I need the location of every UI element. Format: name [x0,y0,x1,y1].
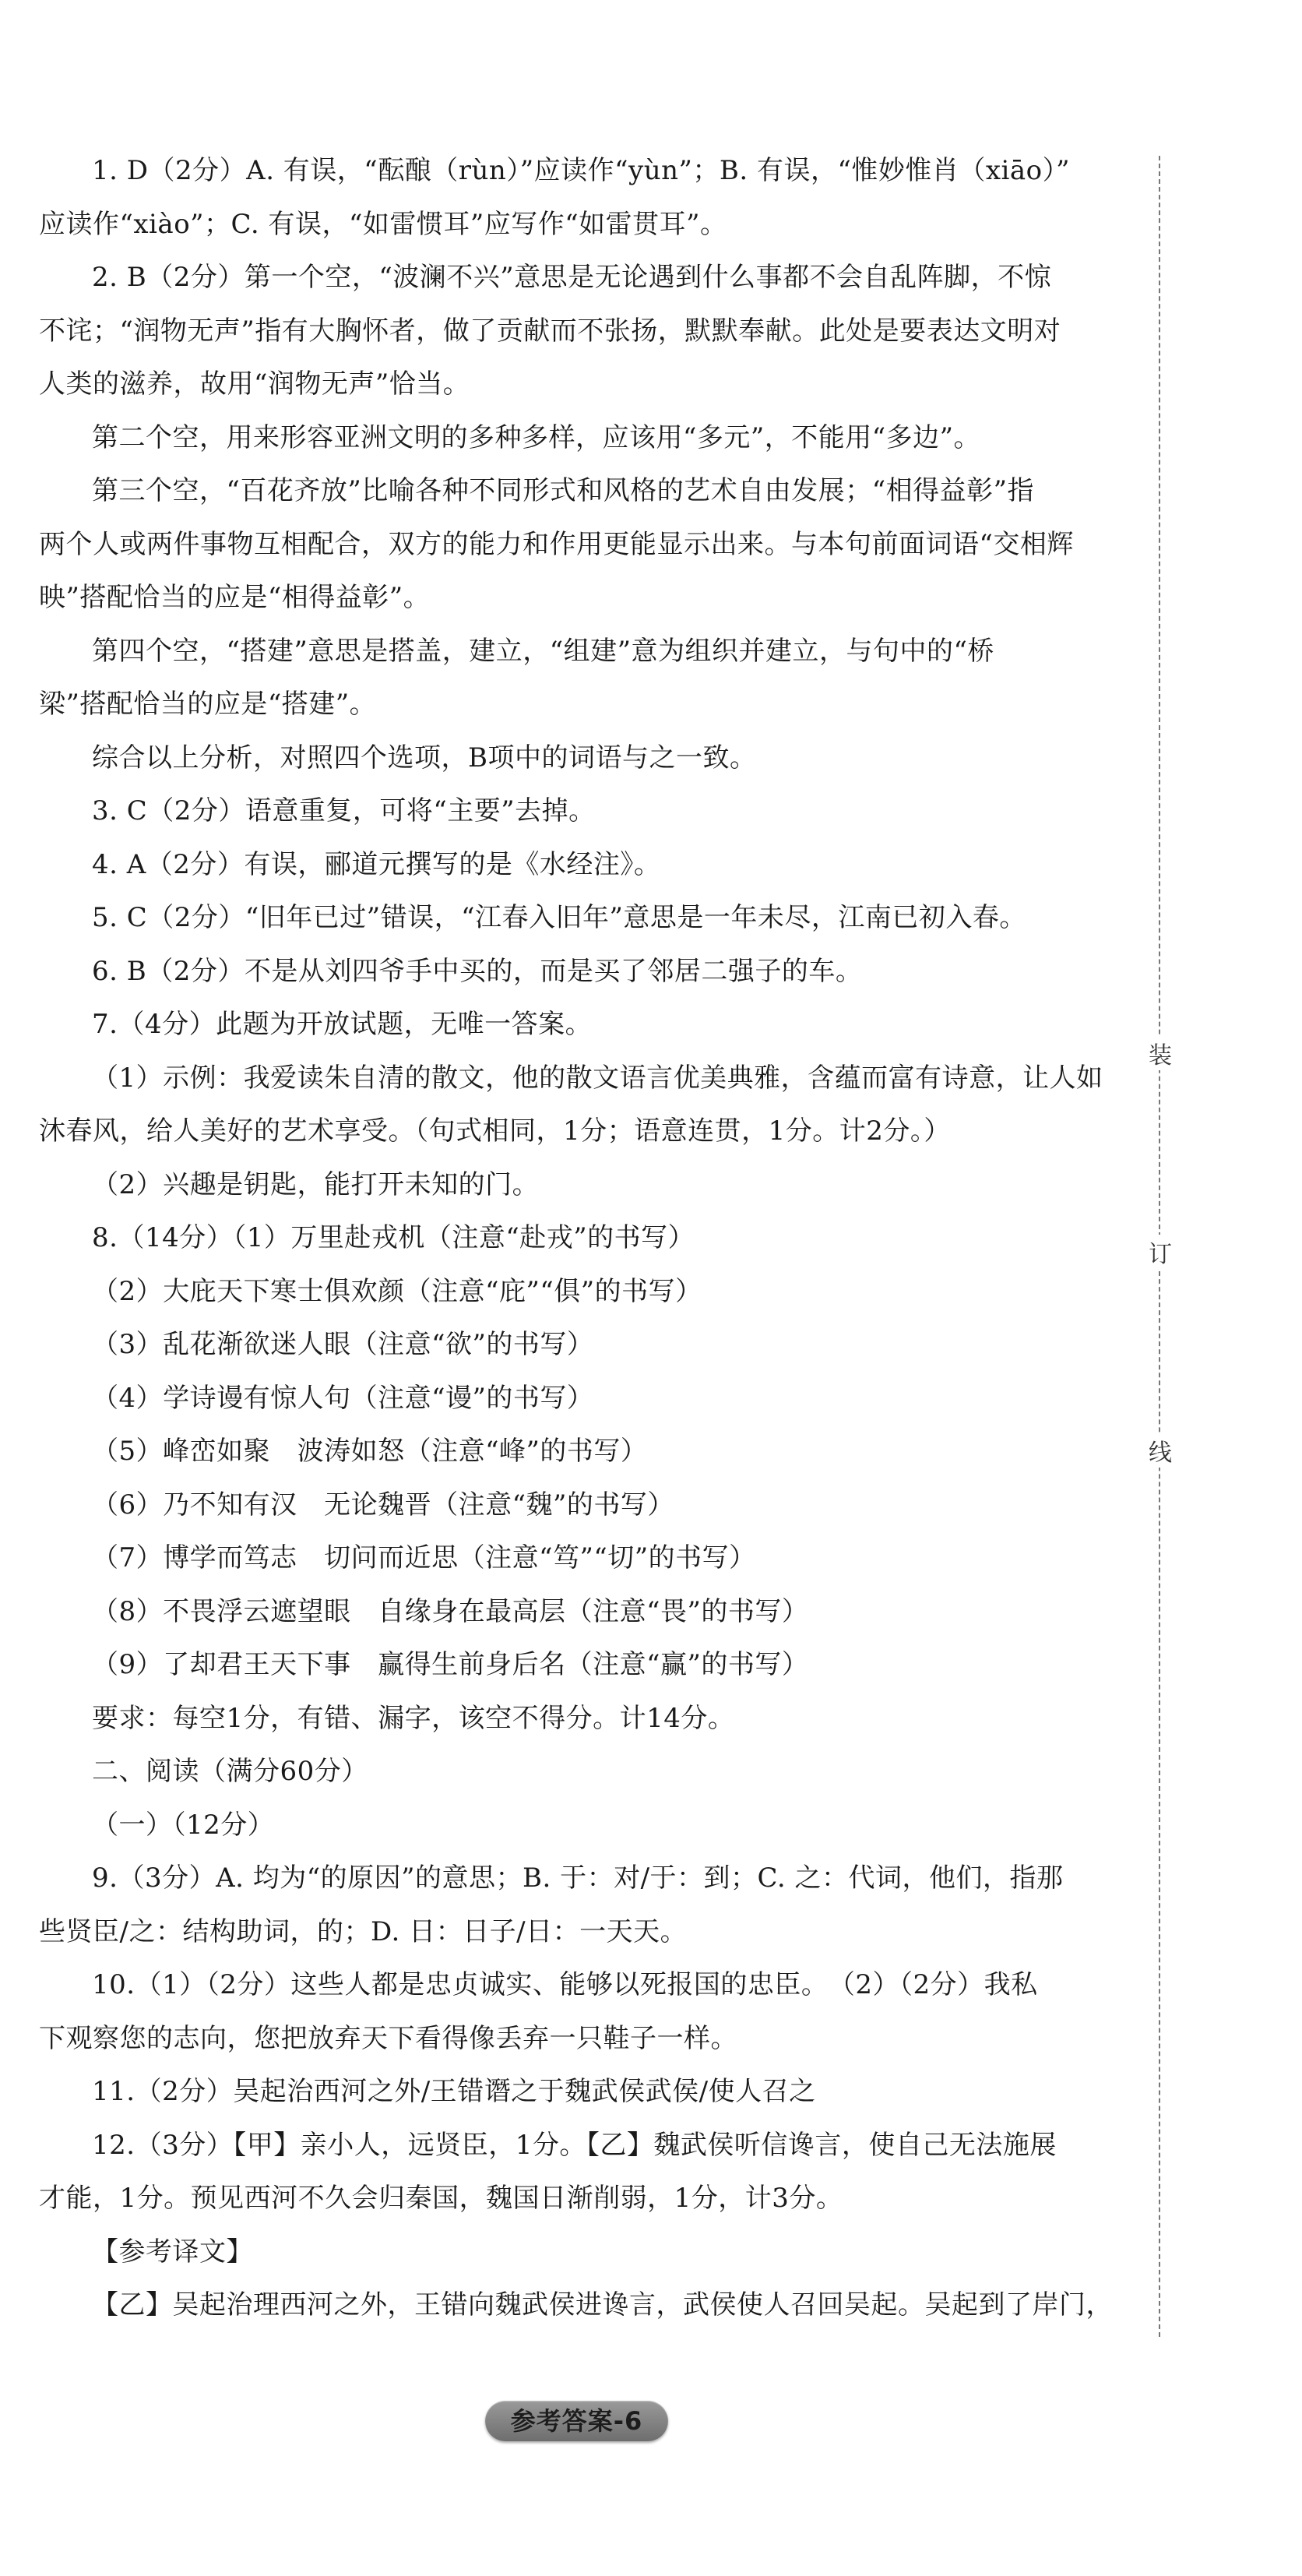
text-line: （6）乃不知有汉 无论魏晋（注意“魏”的书写） [92,1489,674,1521]
text-line: 二、阅读（满分60分） [92,1756,368,1787]
text-line: （一）（12分） [92,1809,275,1841]
text-line: 两个人或两件事物互相配合，双方的能力和作用更能显示出来。与本句前面词语“交相辉 [39,528,1074,560]
text-line: 综合以上分析，对照四个选项，B项中的词语与之一致。 [92,742,757,774]
text-line: 梁”搭配恰当的应是“搭建”。 [39,689,377,720]
text-line: 【参考译文】 [92,2236,253,2268]
text-line: 不诧；“润物无声”指有大胸怀者，做了贡献而不张扬，默默奉献。此处是要表达文明对 [39,315,1061,347]
text-line: 应读作“xiào”；C. 有误，“如雷惯耳”应写作“如雷贯耳”。 [39,208,727,240]
text-line: 第四个空，“搭建”意思是搭盖，建立，“组建”意为组织并建立，与句中的“桥 [92,635,994,667]
text-line: （8）不畏浮云遮望眼 自缘身在最高层（注意“畏”的书写） [92,1595,809,1627]
text-line: 2. B（2分）第一个空，“波澜不兴”意思是无论遇到什么事都不会自乱阵脚，不惊 [92,262,1052,293]
text-line: 12.（3分）【甲】亲小人，远贤臣，1分。【乙】魏武侯听信谗言，使自己无法施展 [92,2129,1057,2161]
text-line: 沐春风，给人美好的艺术享受。（句式相同，1分；语意连贯，1分。计2分。） [39,1115,951,1147]
text-line: 要求：每空1分，有错、漏字，该空不得分。计14分。 [92,1702,735,1734]
text-line: （3）乱花渐欲迷人眼（注意“欲”的书写） [92,1329,594,1360]
text-line: （1）示例：我爱读朱自清的散文，他的散文语言优美典雅，含蕴而富有诗意，让人如 [92,1062,1103,1094]
text-line: 3. C（2分）语意重复，可将“主要”去掉。 [92,795,596,826]
text-line: 第二个空，用来形容亚洲文明的多种多样，应该用“多元”，不能用“多边”。 [92,421,981,453]
text-line: 11.（2分）吴起治西河之外/王错谮之于魏武侯武侯/使人召之 [92,2076,816,2107]
answer-text [39,144,1129,2332]
text-line: 7.（4分）此题为开放试题，无唯一答案。 [92,1009,593,1040]
text-line: 9.（3分）A. 均为“的原因”的意思；B. 于：对/于：到；C. 之：代词，他们，指那 [92,1862,1064,1894]
text-line: 5. C（2分）“旧年已过”错误，“江春入旧年”意思是一年未尽，江南已初入春。 [92,902,1026,933]
binding-mark-xian: 线 [1145,1433,1176,1468]
text-line: 8.（14分）（1）万里赴戎机（注意“赴戎”的书写） [92,1222,695,1253]
text-line: （9）了却君王天下事 赢得生前身后名（注意“赢”的书写） [92,1649,809,1680]
text-line: 1. D（2分）A. 有误，“酝酿（rùn）”应读作“yùn”；B. 有误，“惟妙惟肖（xiāo）” [92,155,1071,186]
text-line: 6. B（2分）不是从刘四爷手中买的，而是买了邻居二强子的车。 [92,955,863,987]
text-line: 10.（1）（2分）这些人都是忠贞诚实、能够以死报国的忠臣。 （2）（2分）我私 [92,1969,1038,2000]
binding-mark-zhuang: 装 [1145,1036,1176,1070]
text-line: （5）峰峦如聚 波涛如怒（注意“峰”的书写） [92,1436,648,1467]
text-line: 才能，1分。预见西河不久会归秦国，魏国日渐削弱，1分，计3分。 [39,2183,843,2214]
text-line: （7）博学而笃志 切问而近思（注意“笃”“切”的书写） [92,1542,756,1573]
text-line: 人类的滋养，故用“润物无声”恰当。 [39,368,470,400]
text-line: 些贤臣/之：结构助词，的；D. 日：日子/日：一天天。 [39,1915,688,1947]
text-line: 第三个空，“百花齐放”比喻各种不同形式和风格的艺术自由发展；“相得益彰”指 [92,475,1035,506]
text-line: 映”搭配恰当的应是“相得益彰”。 [39,582,431,613]
text-line: （2）大庇天下寒士俱欢颜（注意“庇”“俱”的书写） [92,1275,702,1307]
text-line: （4）学诗谩有惊人句（注意“谩”的书写） [92,1382,594,1414]
text-line: （2）兴趣是钥匙，能打开未知的门。 [92,1168,540,1200]
text-line: 下观察您的志向，您把放弃天下看得像丢弃一只鞋子一样。 [39,2022,737,2054]
binding-mark-ding: 订 [1145,1235,1176,1269]
text-line: 【乙】吴起治理西河之外，王错向魏武侯进谗言，武侯使人召回吴起。吴起到了岸门， [92,2289,1113,2321]
page-footer-label: 参考答案-6 [485,2401,668,2441]
text-line: 4. A（2分）有误，郦道元撰写的是《水经注》。 [92,848,661,880]
